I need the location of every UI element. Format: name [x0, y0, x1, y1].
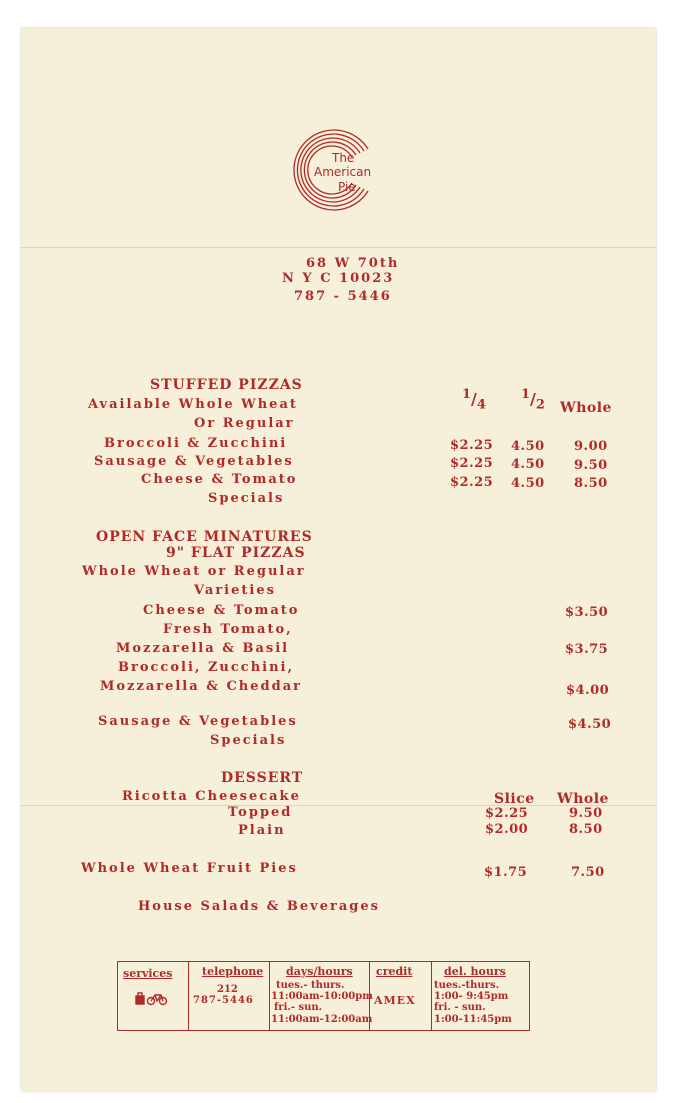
stuffed-sub1: Available Whole Wheat [88, 397, 298, 412]
dessert-item-whole: 7.50 [571, 865, 605, 880]
delivery-heading: del. hours [444, 965, 506, 978]
stuffed-item-whole: 9.00 [574, 439, 608, 454]
services-heading: services [123, 967, 173, 980]
address-phone: 787 - 5446 [294, 289, 392, 304]
info-divider [269, 962, 270, 1030]
bag-bicycle-icon [134, 990, 170, 1006]
dessert-cheesecake: Ricotta Cheesecake [122, 789, 301, 804]
logo-line-the: The [332, 151, 355, 165]
telephone-area: 212 [217, 984, 238, 995]
col-half: $^1/_2$ [521, 387, 545, 413]
openface-sub3: Varieties [194, 583, 276, 598]
col-whole: Whole [557, 791, 609, 807]
openface-sub: 9" FLAT PIZZAS [166, 545, 306, 561]
stuffed-item-name: Sausage & Vegetables [94, 454, 294, 469]
delivery-line: 1:00- 9:45pm [434, 991, 509, 1002]
hours-line: 11:00am-10:00pm [271, 991, 373, 1002]
stuffed-item-quarter: $2.25 [450, 438, 494, 453]
stuffed-item-half: 4.50 [511, 439, 545, 454]
openface-item-price: $3.75 [565, 642, 609, 657]
dessert-item-whole: 9.50 [569, 806, 603, 821]
openface-item-name: Mozzarella & Cheddar [100, 679, 302, 694]
section-title-openface: OPEN FACE MINATURES [96, 529, 313, 545]
openface-item-name: Mozzarella & Basil [116, 641, 290, 656]
openface-sub2: Whole Wheat or Regular [82, 564, 306, 579]
info-divider [431, 962, 432, 1030]
logo-line-pie: Pie [338, 180, 356, 194]
col-quarter: $^1/_4$ [462, 387, 486, 413]
stuffed-item-name: Broccoli & Zucchini [104, 436, 288, 451]
address-city: N Y C 10023 [282, 271, 395, 286]
delivery-line: 1:00-11:45pm [434, 1014, 512, 1025]
section-title-stuffed: STUFFED PIZZAS [150, 377, 303, 393]
address-street: 68 W 70th [306, 256, 400, 271]
stuffed-specials: Specials [208, 491, 285, 506]
delivery-line: tues.-thurs. [434, 980, 500, 991]
col-whole: Whole [560, 400, 612, 416]
credit-card: AMEX [374, 994, 416, 1007]
hours-line: tues.- thurs. [276, 980, 345, 991]
logo-line-american: American [314, 165, 372, 179]
dessert-item-slice: $2.00 [485, 822, 529, 837]
dessert-item-name: Whole Wheat Fruit Pies [81, 861, 298, 876]
openface-item-name: Cheese & Tomato [143, 603, 300, 618]
american-pie-logo [288, 124, 380, 220]
hours-heading: days/hours [286, 965, 353, 978]
dessert-item-name: Topped [228, 805, 293, 820]
dessert-item-slice: $2.25 [485, 806, 529, 821]
dessert-item-name: Plain [238, 823, 286, 838]
openface-item-name: Broccoli, Zucchini, [118, 660, 295, 675]
fold-line [21, 247, 656, 248]
stuffed-item-whole: 8.50 [574, 476, 608, 491]
col-slice: Slice [494, 791, 535, 807]
dessert-item-slice: $1.75 [484, 865, 528, 880]
info-divider [188, 962, 189, 1030]
stuffed-item-quarter: $2.25 [450, 475, 494, 490]
openface-item-name: Fresh Tomato, [163, 622, 293, 637]
stuffed-item-name: Cheese & Tomato [141, 472, 298, 487]
stuffed-item-whole: 9.50 [574, 458, 608, 473]
openface-item-price: $4.00 [566, 683, 610, 698]
telephone-heading: telephone [202, 965, 264, 978]
credit-heading: credit [376, 965, 413, 978]
stuffed-sub2: Or Regular [194, 416, 295, 431]
openface-item-name: Sausage & Vegetables [98, 714, 298, 729]
info-box [117, 961, 530, 1031]
openface-item-price: $3.50 [565, 605, 609, 620]
hours-line: fri.- sun. [274, 1002, 323, 1013]
dessert-item-whole: 8.50 [569, 822, 603, 837]
openface-specials: Specials [210, 733, 287, 748]
stuffed-item-half: 4.50 [511, 476, 545, 491]
stuffed-item-quarter: $2.25 [450, 456, 494, 471]
delivery-line: fri. - sun. [434, 1002, 486, 1013]
hours-line: 11:00am-12:00am [271, 1014, 373, 1025]
telephone-number: 787-5446 [193, 995, 254, 1006]
openface-item-price: $4.50 [568, 717, 612, 732]
stuffed-item-half: 4.50 [511, 457, 545, 472]
section-title-dessert: DESSERT [221, 770, 304, 786]
house-salads-line: House Salads & Beverages [138, 899, 380, 914]
